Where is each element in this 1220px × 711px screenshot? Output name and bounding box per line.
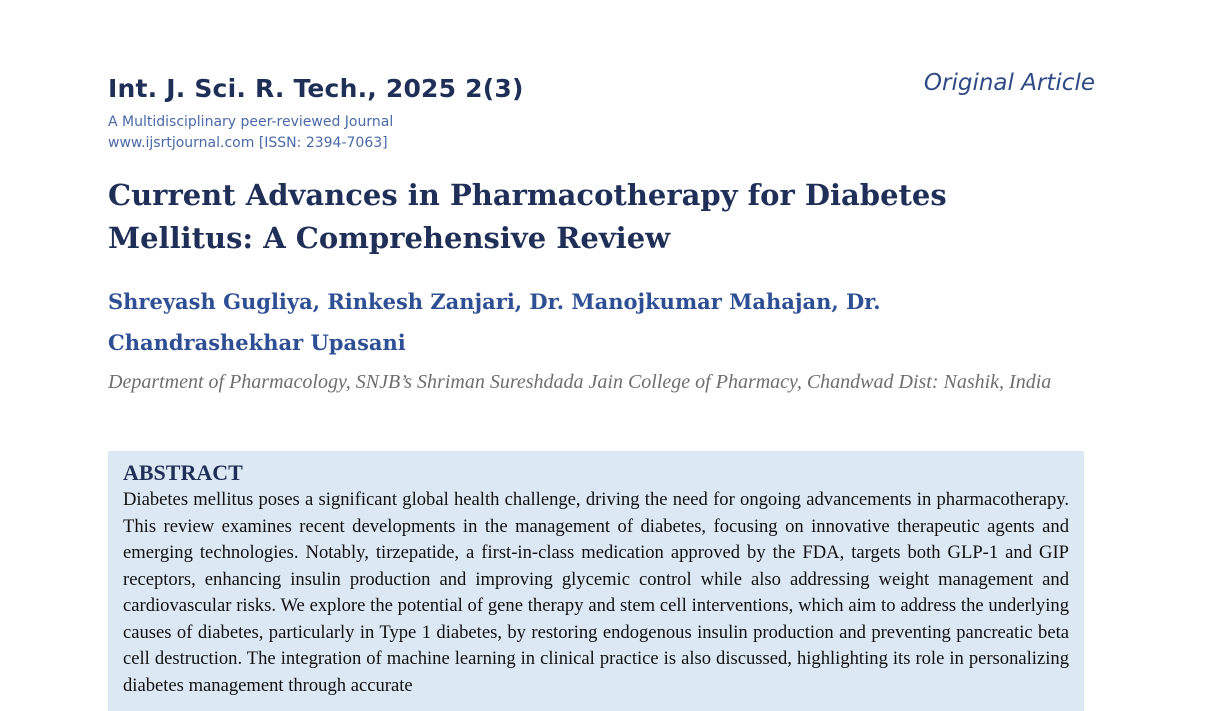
paper-title: Current Advances in Pharmacotherapy for Diabetes Mellitus: A Comprehensive Review xyxy=(108,178,947,255)
author-list: Shreyash Gugliya, Rinkesh Zanjari, Dr. Manojkumar Mahajan, Dr. Chandrashekhar Upasani xyxy=(108,289,881,355)
abstract-section xyxy=(108,451,1084,711)
abstract-text: Diabetes mellitus poses a significant global health challenge, driving the need for ongoing advancements in pharmacotherapy. This review examines recent developments in the management of diabetes, focusing on innovative therapeutic agents and emerging technologies. Notably, tirzepatide, a first-in-class medication approved by the FDA, targets both GLP-1 and GIP receptors, enhancing insulin production and improving glycemic control while also addressing weight management and cardiovascular risks. We explore the potential of gene therapy and stem cell interventions, which aim to address the underlying causes of diabetes, particularly in Type 1 diabetes, by restoring endogenous insulin production and preventing pancreatic beta cell destruction. The integration of machine learning in clinical practice is also discussed, highlighting its role in personalizing diabetes management through accurate xyxy=(123,489,1069,696)
article-type-label: Original Article xyxy=(923,70,1095,96)
journal-website[interactable]: www.ijsrtjournal.com [ISSN: 2394-7063] xyxy=(108,135,388,151)
author-affiliation: Department of Pharmacology, SNJB’s Shriman Sureshdada Jain College of Pharmacy, Chandwad Dist: Nashik, India xyxy=(108,371,1052,393)
journal-subtitle: A Multidisciplinary peer-reviewed Journal xyxy=(108,114,394,130)
journal-title: Int. J. Sci. R. Tech., 2025 2(3) xyxy=(108,74,524,103)
abstract-heading: ABSTRACT xyxy=(123,460,243,485)
